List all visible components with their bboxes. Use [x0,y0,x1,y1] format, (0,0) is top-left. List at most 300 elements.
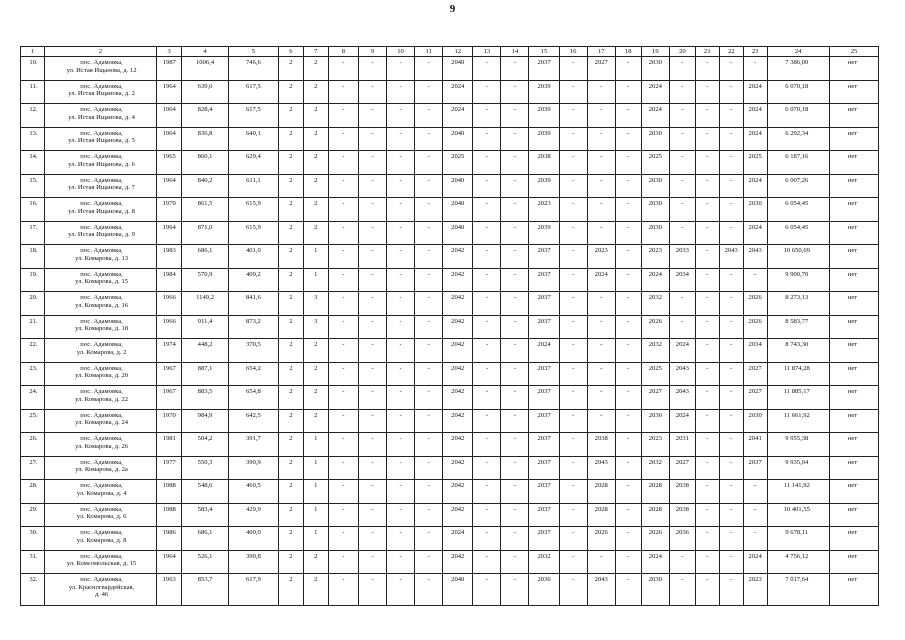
cell-c3: 1967 [157,362,182,386]
cell-c18: - [615,198,641,222]
cell-c7: 1 [303,480,328,504]
row-number: 19. [21,268,45,292]
cell-c19: 2028 [641,480,669,504]
cell-c4: 860,1 [182,151,229,175]
cell-c7: 3 [303,292,328,316]
cell-c8: - [328,550,358,574]
cell-c4: 836,8 [182,127,229,151]
address-line: пос. Адамовка, [80,482,123,489]
cell-c14: - [501,80,529,104]
cell-c17: - [587,362,615,386]
cell-c18: - [615,174,641,198]
column-header: 21 [695,47,719,57]
cell-c19: 2030 [641,174,669,198]
cell-c11: - [415,292,443,316]
cell-c23: 2024 [743,174,767,198]
address-cell [44,480,156,504]
address-cell [44,315,156,339]
cell-c18: - [615,80,641,104]
cell-c12: 2042 [443,268,473,292]
cell-c3: 1967 [157,386,182,410]
cell-c17: - [587,80,615,104]
cell-c15: 2037 [529,245,559,269]
cell-c16: - [559,80,587,104]
cell-c8: - [328,362,358,386]
cell-c8: - [328,57,358,81]
cell-c11: - [415,268,443,292]
column-header: 22 [719,47,743,57]
cell-c3: 1966 [157,315,182,339]
cell-c22: - [719,503,743,527]
cell-c22: - [719,268,743,292]
cell-c3: 1981 [157,433,182,457]
address-line: пос. Адамовка, [80,247,123,254]
row-number: 16. [21,198,45,222]
cell-c17: - [587,550,615,574]
cell-c10: - [387,221,415,245]
cell-c19: 2024 [641,104,669,128]
address-line: пос. Адамовка, [80,458,123,466]
cell-c20: 2038 [669,480,695,504]
address-line: ул. Комсомольская, д. 15 [66,560,137,568]
cell-c23: 2024 [743,550,767,574]
cell-c25: нет [829,57,878,81]
address-line: пос. Адамовка, [80,341,123,348]
cell-c13: - [473,433,501,457]
cell-c24: 10 650,69 [767,245,829,269]
cell-c5: 841,6 [228,292,278,316]
row-number: 29. [21,503,45,527]
cell-c6: 2 [278,198,303,222]
cell-c7: 2 [303,127,328,151]
cell-c14: - [501,550,529,574]
cell-c4: 504,2 [182,433,229,457]
cell-c11: - [415,527,443,551]
cell-c4: 853,7 [182,574,229,606]
address-line: ул. Истая Ищанова, д. 7 [68,184,135,192]
address-line: ул. Истая Ищанова, д. 4 [68,113,135,121]
cell-c15: 2037 [529,503,559,527]
address-cell [44,527,156,551]
cell-c25: нет [829,550,878,574]
cell-c7: 2 [303,386,328,410]
cell-c13: - [473,362,501,386]
cell-c20: - [669,127,695,151]
cell-c22: - [719,574,743,606]
table-row [21,433,879,457]
cell-c24: 6 292,34 [767,127,829,151]
cell-c13: - [473,315,501,339]
cell-c7: 2 [303,574,328,606]
cell-c22: - [719,362,743,386]
address-cell [44,104,156,128]
table-row [21,386,879,410]
cell-c9: - [358,104,386,128]
cell-c18: - [615,245,641,269]
cell-c12: 2042 [443,480,473,504]
cell-c9: - [358,386,386,410]
cell-c5: 654,8 [228,386,278,410]
cell-c20: 2031 [669,433,695,457]
cell-c3: 1977 [157,456,182,480]
cell-c19: 2024 [641,550,669,574]
address-line: пос. Адамовка, [80,200,123,207]
cell-c23: 2023 [743,574,767,606]
cell-c25: нет [829,151,878,175]
column-header: 2 [44,47,156,57]
cell-c15: 2037 [529,409,559,433]
cell-c16: - [559,503,587,527]
cell-c8: - [328,339,358,363]
cell-c18: - [615,550,641,574]
column-header: 11 [415,47,443,57]
cell-c5: 617,5 [228,104,278,128]
cell-c24: 4 756,12 [767,550,829,574]
cell-c13: - [473,456,501,480]
cell-c22: - [719,386,743,410]
cell-c14: - [501,292,529,316]
cell-c17: - [587,386,615,410]
cell-c21: - [695,80,719,104]
address-line: ул. Красногвардейская, [68,583,135,591]
cell-c12: 2042 [443,245,473,269]
address-line: ул. Комарова, д. 2 [76,348,127,356]
row-number: 18. [21,245,45,269]
address-cell [44,503,156,527]
cell-c24: 7 386,00 [767,57,829,81]
cell-c19: 2030 [641,198,669,222]
cell-c12: 2040 [443,574,473,606]
cell-c16: - [559,527,587,551]
cell-c4: 639,6 [182,80,229,104]
cell-c5: 390,9 [228,456,278,480]
cell-c15: 2037 [529,480,559,504]
cell-c4: 911,4 [182,315,229,339]
cell-c8: - [328,503,358,527]
cell-c20: - [669,550,695,574]
table-row [21,80,879,104]
address-line: пос. Адамовка, [80,388,123,395]
cell-c9: - [358,245,386,269]
cell-c25: нет [829,409,878,433]
cell-c7: 3 [303,315,328,339]
cell-c20: - [669,198,695,222]
cell-c12: 2042 [443,409,473,433]
address-line: пос. Адамовка, [80,129,123,137]
cell-c18: - [615,574,641,606]
address-line: ул. Комарова, д. 18 [75,325,129,333]
address-line: ул. Истая Ищанова, д. 2 [68,90,135,98]
cell-c17: - [587,104,615,128]
cell-c9: - [358,198,386,222]
address-cell [44,127,156,151]
cell-c8: - [328,174,358,198]
cell-c18: - [615,527,641,551]
cell-c20: - [669,151,695,175]
cell-c13: - [473,198,501,222]
column-header: 16 [559,47,587,57]
cell-c8: - [328,386,358,410]
cell-c22: - [719,104,743,128]
cell-c14: - [501,362,529,386]
cell-c6: 2 [278,550,303,574]
row-number: 21. [21,315,45,339]
cell-c19: 2028 [641,503,669,527]
cell-c12: 2024 [443,80,473,104]
page-number: 9 [449,3,456,15]
cell-c14: - [501,339,529,363]
cell-c5: 615,9 [228,198,278,222]
cell-c9: - [358,480,386,504]
column-header: 4 [182,47,229,57]
cell-c19: 2032 [641,292,669,316]
cell-c7: 2 [303,362,328,386]
address-cell [44,550,156,574]
cell-c14: - [501,57,529,81]
cell-c11: - [415,315,443,339]
cell-c10: - [387,409,415,433]
cell-c19: 2026 [641,315,669,339]
cell-c8: - [328,574,358,606]
cell-c16: - [559,292,587,316]
cell-c15: 2024 [529,339,559,363]
cell-c5: 611,1 [228,174,278,198]
cell-c18: - [615,57,641,81]
column-header: 5 [228,47,278,57]
row-number: 22. [21,339,45,363]
column-header: 7 [303,47,328,57]
cell-c14: - [501,574,529,606]
cell-c19: 2023 [641,245,669,269]
cell-c6: 2 [278,480,303,504]
cell-c3: 1964 [157,80,182,104]
cell-c13: - [473,127,501,151]
cell-c19: 2030 [641,127,669,151]
cell-c24: 10 401,55 [767,503,829,527]
table-row [21,198,879,222]
cell-c11: - [415,339,443,363]
cell-c23: 2024 [743,80,767,104]
cell-c3: 1964 [157,221,182,245]
cell-c13: - [473,245,501,269]
cell-c22: - [719,57,743,81]
cell-c25: нет [829,198,878,222]
cell-c21: - [695,292,719,316]
row-number: 14. [21,151,45,175]
cell-c4: 984,9 [182,409,229,433]
table-row [21,268,879,292]
cell-c8: - [328,245,358,269]
cell-c21: - [695,127,719,151]
column-header: 1 [21,47,45,57]
cell-c19: 2030 [641,221,669,245]
cell-c12: 2040 [443,198,473,222]
table-row [21,151,879,175]
cell-c14: - [501,245,529,269]
cell-c18: - [615,456,641,480]
cell-c19: 2026 [641,527,669,551]
address-line: ул. Комарова, д. 2а [75,466,128,474]
cell-c17: - [587,409,615,433]
cell-c22: - [719,174,743,198]
cell-c4: 570,9 [182,268,229,292]
cell-c15: 2037 [529,57,559,81]
cell-c23: 2026 [743,315,767,339]
address-cell [44,221,156,245]
cell-c24: 11 141,92 [767,480,829,504]
cell-c25: нет [829,362,878,386]
cell-c10: - [387,151,415,175]
cell-c17: 2026 [587,527,615,551]
cell-c10: - [387,456,415,480]
cell-c11: - [415,362,443,386]
cell-c13: - [473,574,501,606]
cell-c12: 2040 [443,57,473,81]
cell-c25: нет [829,315,878,339]
table-row [21,127,879,151]
cell-c15: 2037 [529,315,559,339]
cell-c6: 2 [278,151,303,175]
cell-c17: - [587,198,615,222]
address-line: ул. Комарова, д. 20 [75,372,129,380]
cell-c3: 1987 [157,57,182,81]
cell-c20: 2024 [669,339,695,363]
address-line: пос. Адамовка, [80,106,123,113]
table-row [21,57,879,81]
cell-c24: 6 054,45 [767,221,829,245]
row-number: 10. [21,57,45,81]
cell-c21: - [695,550,719,574]
cell-c22: - [719,198,743,222]
cell-c14: - [501,198,529,222]
cell-c11: - [415,409,443,433]
cell-c19: 2025 [641,151,669,175]
cell-c19: 2030 [641,409,669,433]
cell-c6: 2 [278,245,303,269]
cell-c18: - [615,480,641,504]
cell-c22: - [719,127,743,151]
cell-c5: 640,1 [228,127,278,151]
cell-c7: 1 [303,433,328,457]
cell-c15: 2023 [529,198,559,222]
cell-c12: 2024 [443,527,473,551]
cell-c18: - [615,339,641,363]
address-cell [44,57,156,81]
table-row [21,550,879,574]
cell-c7: 1 [303,503,328,527]
cell-c13: - [473,268,501,292]
cell-c25: нет [829,174,878,198]
cell-c22: - [719,292,743,316]
cell-c22: - [719,480,743,504]
cell-c11: - [415,127,443,151]
cell-c17: 2038 [587,433,615,457]
address-line: пос. Адамовка, [80,529,123,536]
address-line: пос. Адамовка, [80,435,123,442]
cell-c13: - [473,221,501,245]
address-line: ул. Комарова, д. 24 [75,419,129,427]
cell-c5: 391,7 [228,433,278,457]
cell-c14: - [501,456,529,480]
cell-c11: - [415,503,443,527]
address-line: ул. Истая Ищанова, д. 5 [68,137,135,145]
cell-c22: - [719,151,743,175]
cell-c15: 2039 [529,127,559,151]
cell-c21: - [695,433,719,457]
column-header: 15 [529,47,559,57]
cell-c6: 2 [278,574,303,606]
cell-c10: - [387,550,415,574]
cell-c25: нет [829,574,878,606]
cell-c3: 1970 [157,409,182,433]
cell-c23: 2030 [743,409,767,433]
cell-c16: - [559,104,587,128]
cell-c13: - [473,480,501,504]
cell-c4: 686,1 [182,527,229,551]
cell-c15: 2039 [529,80,559,104]
cell-c20: 2043 [669,362,695,386]
cell-c16: - [559,480,587,504]
cell-c8: - [328,127,358,151]
row-number: 12. [21,104,45,128]
cell-c12: 2025 [443,151,473,175]
cell-c9: - [358,527,386,551]
cell-c23: 2025 [743,151,767,175]
cell-c20: 2024 [669,409,695,433]
cell-c16: - [559,151,587,175]
cell-c19: 2023 [641,433,669,457]
cell-c21: - [695,386,719,410]
cell-c20: 2034 [669,268,695,292]
cell-c22: 2043 [719,245,743,269]
cell-c6: 2 [278,433,303,457]
cell-c12: 2042 [443,339,473,363]
cell-c25: нет [829,386,878,410]
cell-c12: 2042 [443,550,473,574]
cell-c5: 390,8 [228,550,278,574]
cell-c13: - [473,527,501,551]
cell-c17: - [587,151,615,175]
cell-c23: 2030 [743,198,767,222]
cell-c22: - [719,80,743,104]
address-line: д. 46 [94,591,109,599]
table-row [21,104,879,128]
cell-c23: 2041 [743,433,767,457]
cell-c21: - [695,151,719,175]
cell-c7: 1 [303,456,328,480]
cell-c21: - [695,245,719,269]
cell-c15: 2039 [529,104,559,128]
cell-c9: - [358,292,386,316]
column-header: 3 [157,47,182,57]
row-number: 24. [21,386,45,410]
cell-c15: 2037 [529,527,559,551]
cell-c17: 2024 [587,268,615,292]
cell-c20: - [669,221,695,245]
cell-c3: 1984 [157,268,182,292]
cell-c24: 6 070,18 [767,80,829,104]
cell-c5: 746,6 [228,57,278,81]
cell-c25: нет [829,104,878,128]
table-row [21,409,879,433]
cell-c23: 2024 [743,221,767,245]
cell-c16: - [559,198,587,222]
cell-c14: - [501,386,529,410]
cell-c16: - [559,456,587,480]
address-line: пос. Адамовка, [80,153,123,160]
column-header: 20 [669,47,695,57]
cell-c12: 2040 [443,174,473,198]
